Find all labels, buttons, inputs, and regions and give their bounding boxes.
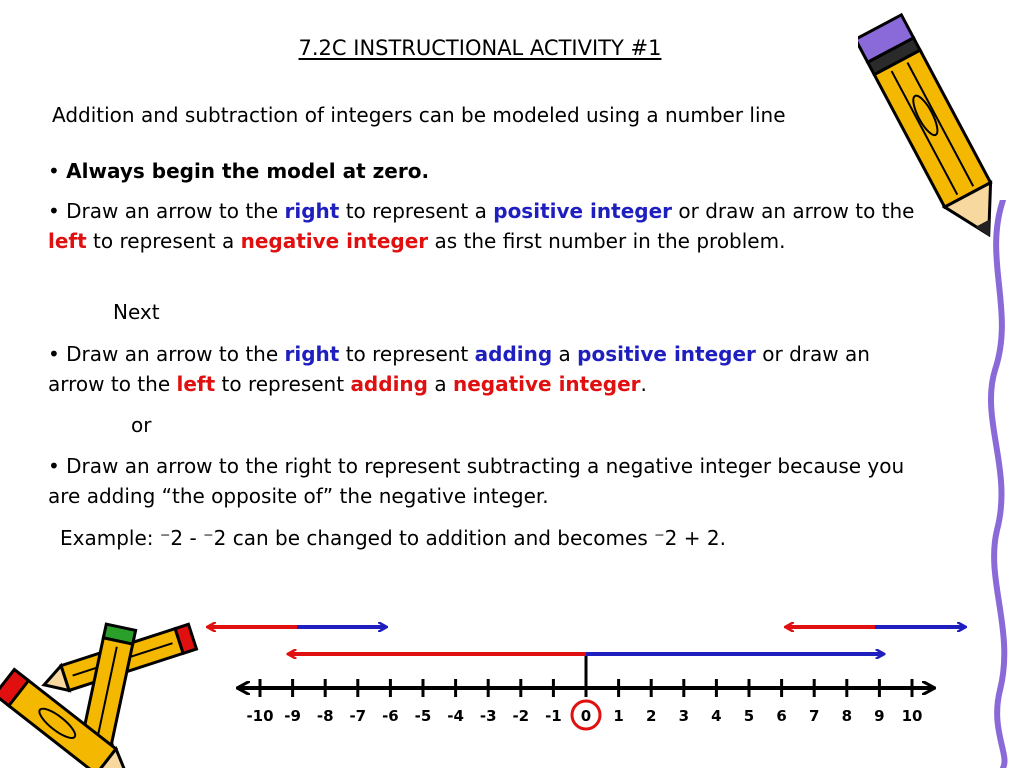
keyword-negative-integer: negative integer [240,229,429,253]
text-fragment: or draw an arrow to the [48,342,870,396]
bullet-subtracting [48,451,928,511]
tick-label: -7 [349,707,367,725]
bullet-glyph: • [48,159,60,183]
text-fragment: a [427,372,453,396]
tick-label: -3 [479,707,497,725]
keyword-right: right [284,199,340,223]
tick-label: 3 [678,707,690,725]
text-fragment: to represent [339,342,475,366]
bullet-adding [48,339,928,399]
tick-label: -1 [545,707,562,725]
pencil-body [874,50,990,207]
text-fragment: to represent a [86,229,241,253]
bullet-glyph: • [48,454,60,478]
tick-label: -5 [414,707,432,725]
or-label: or [131,413,152,437]
tick-label: -8 [316,707,334,725]
slide-subtitle: Addition and subtraction of integers can be modeled using a number line [52,103,786,127]
tick-label: -4 [447,707,464,725]
text-fragment: or draw an arrow to the [672,199,915,223]
text-fragment: . [640,372,647,396]
bullet-glyph: • [48,342,60,366]
tick-label: -2 [512,707,530,725]
tick-label: -9 [284,707,301,725]
keyword-adding: adding [350,372,428,396]
tick-label: -6 [382,707,399,725]
bullet-always-begin [48,156,928,186]
text-fragment: Draw an arrow to the [66,199,285,223]
tick-label: 0 [580,707,592,725]
keyword-right: right [284,342,340,366]
bullet-glyph: • [48,199,60,223]
tick-label: 1 [613,707,624,725]
keyword-positive-integer: positive integer [577,342,756,366]
bullet-first-number [48,196,928,256]
keyword-positive-integer: positive integer [493,199,673,223]
slide-title: 7.2C INSTRUCTIONAL ACTIVITY #1 [298,36,662,60]
keyword-adding: adding [474,342,553,366]
text-fragment: to represent a [339,199,494,223]
text-fragment: a [552,342,578,366]
text-fragment: Draw an arrow to the [66,342,285,366]
tick-label: 8 [841,707,853,725]
text-fragment: to represent [215,372,351,396]
tick-label: 4 [711,707,722,725]
tick-label: 5 [743,707,755,725]
tick-label: 9 [874,707,885,725]
bullet-always-begin-text: Always begin the model at zero. [66,159,430,183]
tick-label: 2 [645,707,657,725]
example-text: Example: ⁻2 - ⁻2 can be changed to addition and becomes ⁻2 + 2. [60,526,726,550]
keyword-negative-integer: negative integer [452,372,641,396]
tick-label: 7 [808,707,820,725]
tick-label: 10 [901,707,923,725]
tick-label: -10 [246,707,274,725]
number-line [0,600,1024,768]
tick-label: 6 [776,707,787,725]
text-fragment: as the first number in the problem. [428,229,786,253]
keyword-left: left [48,229,87,253]
next-label: Next [113,300,160,324]
keyword-left: left [176,372,216,396]
bullet-subtracting-text: Draw an arrow to the right to represent subtracting a negative integer because you are adding “the opposite of” the negative integer. [48,454,905,508]
